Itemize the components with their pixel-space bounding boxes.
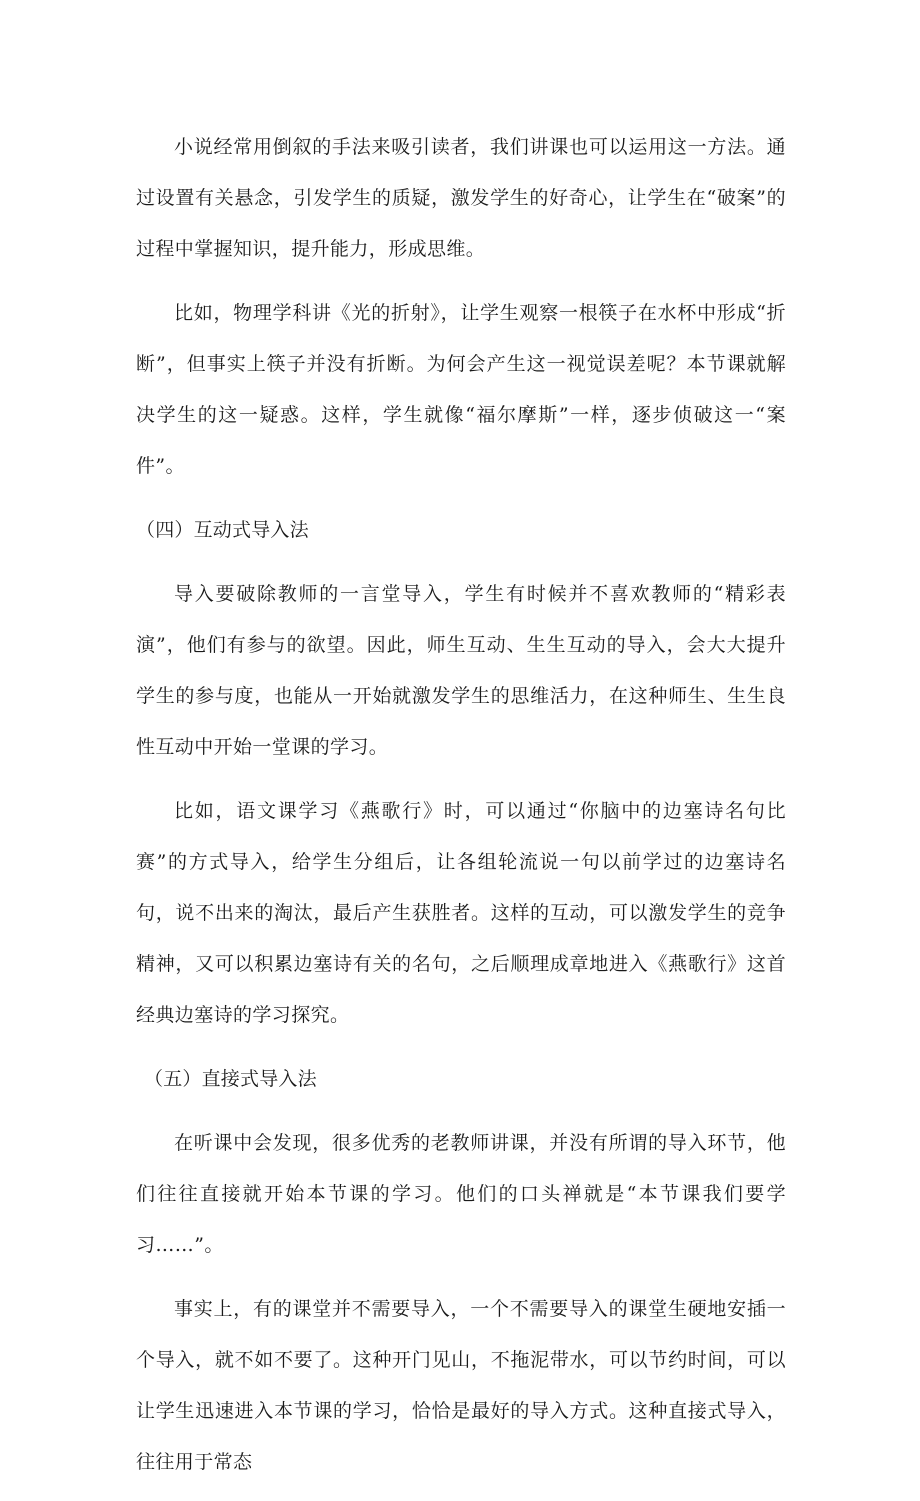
paragraph-direct-explanation: 事实上，有的课堂并不需要导入，一个不需要导入的课堂生硬地安插一个导入，就不如不要了。这种开门见山，不拖泥带水，可以节约时间，可以让学生迅速进入本节课的学习，恰恰是最好的导入方式。这种直接式导入，往往用于常态: [136, 1298, 786, 1473]
paragraph-suspense-intro: 小说经常用倒叙的手法来吸引读者，我们讲课也可以运用这一方法。通过设置有关悬念，引发学生的质疑，激发学生的好奇心，让学生在“破案”的过程中掌握知识，提升能力，形成思维。: [136, 136, 786, 260]
paragraph-chinese-example: 比如，语文课学习《燕歌行》时，可以通过“你脑中的边塞诗名句比赛”的方式导入，给学生分组后，让各组轮流说一句以前学过的边塞诗名句，说不出来的淘汰，最后产生获胜者。这样的互动，可以激发学生的竞争精神，又可以积累边塞诗有关的名句，之后顺理成章地进入《燕歌行》这首经典边塞诗的学习探究。: [136, 800, 786, 1026]
section-heading-direct: （五）直接式导入法: [144, 1068, 317, 1090]
section-heading-interactive: （四）互动式导入法: [136, 519, 309, 541]
document-body: [136, 122, 786, 1501]
paragraph-physics-example: 比如，物理学科讲《光的折射》，让学生观察一根筷子在水杯中形成“折断”，但事实上筷子并没有折断。为何会产生这一视觉误差呢？本节课就解决学生的这一疑惑。这样，学生就像“福尔摩斯”一样，逐步侦破这一“案件”。: [136, 302, 786, 477]
paragraph-interactive-intro: 导入要破除教师的一言堂导入，学生有时候并不喜欢教师的“精彩表演”，他们有参与的欲望。因此，师生互动、生生互动的导入，会大大提升学生的参与度，也能从一开始就激发学生的思维活力，在这种师生、生生良性互动中开始一堂课的学习。: [136, 583, 786, 758]
paragraph-direct-intro: 在听课中会发现，很多优秀的老教师讲课，并没有所谓的导入环节，他们往往直接就开始本节课的学习。他们的口头禅就是“本节课我们要学习……”。: [136, 1132, 786, 1256]
